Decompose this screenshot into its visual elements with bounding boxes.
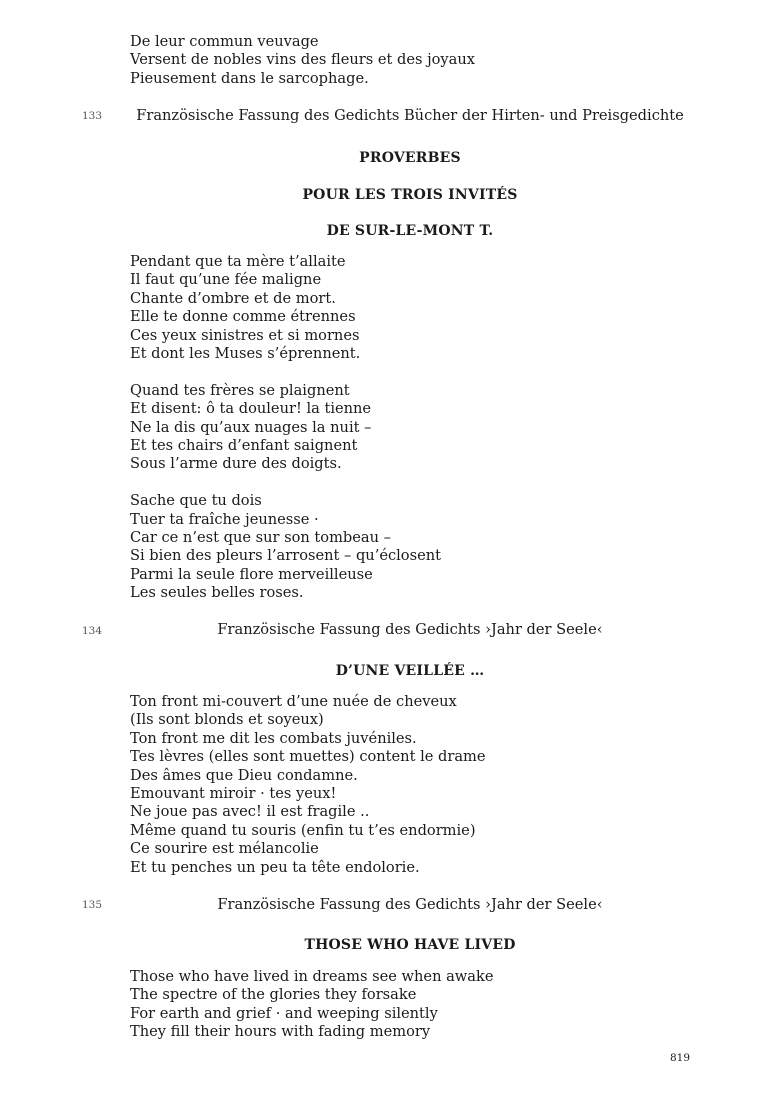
poem-body bbox=[130, 253, 690, 603]
verse-line: Et dont les Muses s’éprennent. bbox=[130, 345, 361, 363]
verse-line: Ne la dis qu’aux nuages la nuit – bbox=[130, 418, 372, 436]
verse-line: (Ils sont blonds et soyeux) bbox=[130, 711, 324, 729]
verse-line: The spectre of the glories they forsake bbox=[130, 986, 417, 1004]
section-heading: Französische Fassung des Gedichts ›Jahr der Seele‹ bbox=[217, 621, 603, 638]
section-number: 135 bbox=[82, 899, 103, 911]
verse-line: Ton front me dit les combats juvéniles. bbox=[130, 729, 417, 747]
verse-line: De leur commun veuvage bbox=[130, 33, 319, 50]
section-heading: Französische Fassung des Gedichts ›Jahr der Seele‹ bbox=[217, 896, 603, 913]
verse-line: Sache que tu dois bbox=[130, 492, 262, 510]
verse-line: Il faut qu’une fée maligne bbox=[130, 271, 322, 289]
verse-line: Si bien des pleurs l’arrosent – qu’éclosent bbox=[130, 547, 441, 565]
verse-line: Chante d’ombre et de mort. bbox=[130, 289, 336, 307]
opening-stanza bbox=[130, 33, 690, 88]
poem-body bbox=[130, 968, 690, 1042]
verse-line: Tuer ta fraîche jeunesse · bbox=[130, 510, 319, 528]
verse-line: Pieusement dans le sarcophage. bbox=[130, 69, 369, 87]
poem-title: DE SUR-LE-MONT T. bbox=[326, 223, 494, 239]
verse-line: Des âmes que Dieu condamne. bbox=[130, 766, 358, 784]
section-number: 134 bbox=[82, 625, 103, 637]
section-number: 133 bbox=[82, 110, 103, 122]
poem-body bbox=[130, 693, 690, 877]
stanza-gap bbox=[130, 363, 690, 381]
verse-line: Quand tes frères se plaignent bbox=[130, 381, 350, 399]
verse-line: Et tes chairs d’enfant saignent bbox=[130, 437, 358, 455]
verse-line: Emouvant miroir · tes yeux! bbox=[130, 785, 337, 803]
section-heading: Französische Fassung des Gedichts Bücher der Hirten- und Preisgedichte bbox=[136, 107, 684, 124]
stanza-gap bbox=[130, 474, 690, 492]
poem-title: THOSE WHO HAVE LIVED bbox=[304, 937, 516, 953]
poem-title: PROVERBES bbox=[359, 150, 461, 166]
poem-title: D’UNE VEILLÉE … bbox=[335, 663, 485, 679]
verse-line: Et tu penches un peu ta tête endolorie. bbox=[130, 858, 420, 876]
verse-line: Les seules belles roses. bbox=[130, 584, 304, 602]
verse-line: Tes lèvres (elles sont muettes) content le drame bbox=[130, 748, 486, 766]
poem-title: POUR LES TROIS INVITÉS bbox=[302, 187, 518, 203]
verse-line: Elle te donne comme étrennes bbox=[130, 308, 356, 326]
verse-line: Versent de nobles vins des fleurs et des joyaux bbox=[130, 51, 475, 69]
verse-line: For earth and grief · and weeping silently bbox=[130, 1004, 438, 1022]
verse-line: Sous l’arme dure des doigts. bbox=[130, 455, 342, 473]
verse-line: Et disent: ô ta douleur! la tienne bbox=[130, 400, 372, 418]
verse-line: Pendant que ta mère t’allaite bbox=[130, 253, 346, 270]
verse-line: Ton front mi-couvert d’une nuée de cheveux bbox=[130, 693, 457, 710]
verse-line: Those who have lived in dreams see when awake bbox=[130, 968, 494, 985]
verse-line: Même quand tu souris (enfin tu t’es endormie) bbox=[130, 821, 476, 839]
verse-line: They fill their hours with fading memory bbox=[130, 1023, 431, 1041]
verse-line: Ces yeux sinistres et si mornes bbox=[130, 326, 360, 344]
verse-line: Parmi la seule flore merveilleuse bbox=[130, 565, 373, 583]
verse-line: Car ce n’est que sur son tombeau – bbox=[130, 529, 391, 547]
verse-line: Ne joue pas avec! il est fragile .. bbox=[130, 803, 370, 821]
page-number: 819 bbox=[669, 1052, 690, 1064]
verse-line: Ce sourire est mélancolie bbox=[130, 840, 319, 858]
